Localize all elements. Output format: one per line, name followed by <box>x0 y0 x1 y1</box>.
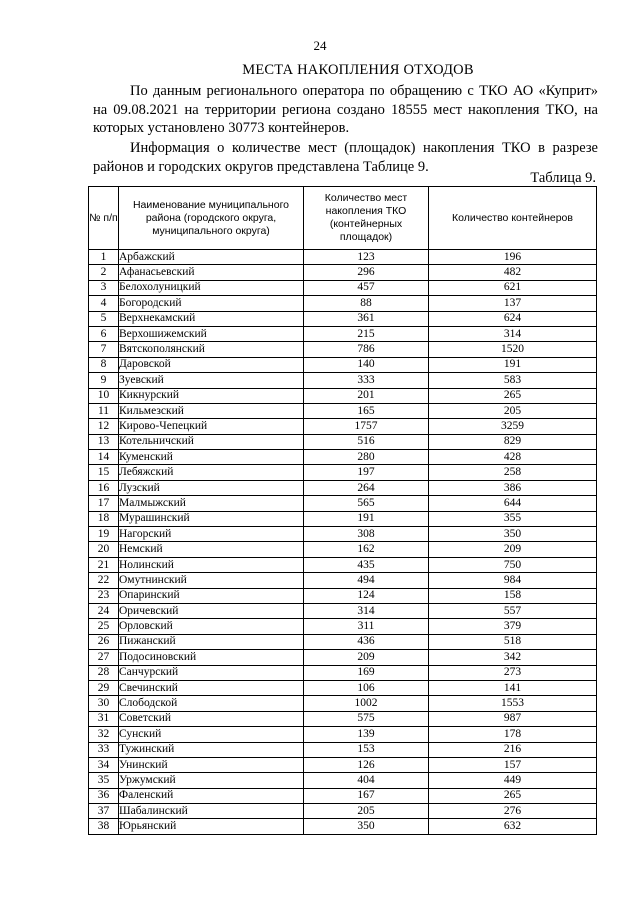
sites-count-cell: 162 <box>304 542 429 557</box>
sites-count-cell: 1002 <box>304 696 429 711</box>
containers-count-cell: 141 <box>429 680 597 695</box>
municipality-name-cell: Шабалинский <box>119 804 304 819</box>
municipality-name-cell: Зуевский <box>119 373 304 388</box>
table-row <box>89 757 597 772</box>
table-row <box>89 480 597 495</box>
municipality-name-cell: Куменский <box>119 450 304 465</box>
row-number-cell: 30 <box>89 696 119 711</box>
containers-count-cell: 178 <box>429 727 597 742</box>
table-row <box>89 527 597 542</box>
municipality-name-cell: Унинский <box>119 757 304 772</box>
sites-count-cell: 1757 <box>304 419 429 434</box>
municipality-name-cell: Афанасьевский <box>119 265 304 280</box>
header-containers-count: Количество контейнеров <box>429 187 597 250</box>
table-row <box>89 511 597 526</box>
containers-count-cell: 583 <box>429 373 597 388</box>
sites-count-cell: 165 <box>304 403 429 418</box>
sites-count-cell: 197 <box>304 465 429 480</box>
municipality-name-cell: Оричевский <box>119 603 304 618</box>
row-number-cell: 17 <box>89 496 119 511</box>
table-row <box>89 403 597 418</box>
municipality-name-cell: Подосиновский <box>119 650 304 665</box>
row-number-cell: 25 <box>89 619 119 634</box>
table-header-row <box>89 187 597 250</box>
containers-count-cell: 1520 <box>429 342 597 357</box>
row-number-cell: 10 <box>89 388 119 403</box>
row-number-cell: 15 <box>89 465 119 480</box>
row-number-cell: 2 <box>89 265 119 280</box>
row-number-cell: 37 <box>89 804 119 819</box>
containers-count-cell: 482 <box>429 265 597 280</box>
table-row <box>89 434 597 449</box>
containers-count-cell: 265 <box>429 388 597 403</box>
table-row <box>89 265 597 280</box>
containers-count-cell: 209 <box>429 542 597 557</box>
containers-count-cell: 379 <box>429 619 597 634</box>
sites-count-cell: 333 <box>304 373 429 388</box>
sites-count-cell: 88 <box>304 296 429 311</box>
municipality-name-cell: Омутнинский <box>119 573 304 588</box>
row-number-cell: 7 <box>89 342 119 357</box>
row-number-cell: 31 <box>89 711 119 726</box>
table-row <box>89 711 597 726</box>
municipality-name-cell: Арбажский <box>119 250 304 265</box>
row-number-cell: 18 <box>89 511 119 526</box>
municipality-name-cell: Верхошижемский <box>119 326 304 341</box>
sites-count-cell: 350 <box>304 819 429 834</box>
containers-count-cell: 196 <box>429 250 597 265</box>
table-row <box>89 650 597 665</box>
municipality-name-cell: Уржумский <box>119 773 304 788</box>
row-number-cell: 28 <box>89 665 119 680</box>
sites-count-cell: 494 <box>304 573 429 588</box>
table-row <box>89 496 597 511</box>
municipality-name-cell: Богородский <box>119 296 304 311</box>
table-row <box>89 788 597 803</box>
municipality-name-cell: Белохолуницкий <box>119 280 304 295</box>
containers-count-cell: 987 <box>429 711 597 726</box>
containers-count-cell: 624 <box>429 311 597 326</box>
municipality-name-cell: Вятскополянский <box>119 342 304 357</box>
table-row <box>89 619 597 634</box>
sites-count-cell: 786 <box>304 342 429 357</box>
municipality-name-cell: Лузский <box>119 480 304 495</box>
sites-count-cell: 106 <box>304 680 429 695</box>
sites-count-cell: 139 <box>304 727 429 742</box>
containers-count-cell: 191 <box>429 357 597 372</box>
table-row <box>89 326 597 341</box>
row-number-cell: 20 <box>89 542 119 557</box>
row-number-cell: 36 <box>89 788 119 803</box>
section-title: МЕСТА НАКОПЛЕНИЯ ОТХОДОВ <box>242 62 474 78</box>
containers-count-cell: 621 <box>429 280 597 295</box>
sites-count-cell: 575 <box>304 711 429 726</box>
municipality-name-cell: Кирово-Чепецкий <box>119 419 304 434</box>
table-reference-paragraph: Информация о количестве мест (площадок) накопления ТКО в разрезе районов и городских округов представлена Таблице 9. <box>93 140 598 175</box>
row-number-cell: 14 <box>89 450 119 465</box>
row-number-cell: 24 <box>89 603 119 618</box>
containers-count-cell: 984 <box>429 573 597 588</box>
row-number-cell: 13 <box>89 434 119 449</box>
containers-count-cell: 276 <box>429 804 597 819</box>
table-row <box>89 680 597 695</box>
row-number-cell: 3 <box>89 280 119 295</box>
row-number-cell: 8 <box>89 357 119 372</box>
municipality-name-cell: Малмыжский <box>119 496 304 511</box>
municipality-name-cell: Мурашинский <box>119 511 304 526</box>
containers-count-cell: 3259 <box>429 419 597 434</box>
row-number-cell: 6 <box>89 326 119 341</box>
row-number-cell: 19 <box>89 527 119 542</box>
sites-count-cell: 516 <box>304 434 429 449</box>
sites-count-cell: 264 <box>304 480 429 495</box>
row-number-cell: 29 <box>89 680 119 695</box>
sites-count-cell: 126 <box>304 757 429 772</box>
containers-count-cell: 557 <box>429 603 597 618</box>
waste-sites-table <box>88 186 597 835</box>
table-row <box>89 634 597 649</box>
table-row <box>89 373 597 388</box>
row-number-cell: 4 <box>89 296 119 311</box>
row-number-cell: 9 <box>89 373 119 388</box>
sites-count-cell: 565 <box>304 496 429 511</box>
sites-count-cell: 361 <box>304 311 429 326</box>
header-row-number: № п/п <box>89 187 119 250</box>
header-municipality: Наименование муниципального района (городского округа, муниципального округа) <box>119 187 304 250</box>
municipality-name-cell: Фаленский <box>119 788 304 803</box>
row-number-cell: 5 <box>89 311 119 326</box>
municipality-name-cell: Верхнекамский <box>119 311 304 326</box>
containers-count-cell: 644 <box>429 496 597 511</box>
table-header <box>89 187 597 250</box>
municipality-name-cell: Санчурский <box>119 665 304 680</box>
sites-count-cell: 153 <box>304 742 429 757</box>
table-row <box>89 250 597 265</box>
table-row <box>89 804 597 819</box>
header-sites-count: Количество мест накопления ТКО (контейнерных площадок) <box>304 187 429 250</box>
table-row <box>89 419 597 434</box>
containers-count-cell: 342 <box>429 650 597 665</box>
row-number-cell: 38 <box>89 819 119 834</box>
table-row <box>89 557 597 572</box>
table-row <box>89 696 597 711</box>
table-row <box>89 665 597 680</box>
table-caption: Таблица 9. <box>530 170 596 186</box>
containers-count-cell: 355 <box>429 511 597 526</box>
table-row <box>89 727 597 742</box>
municipality-name-cell: Сунский <box>119 727 304 742</box>
row-number-cell: 26 <box>89 634 119 649</box>
containers-count-cell: 1553 <box>429 696 597 711</box>
row-number-cell: 27 <box>89 650 119 665</box>
row-number-cell: 22 <box>89 573 119 588</box>
municipality-name-cell: Нолинский <box>119 557 304 572</box>
containers-count-cell: 750 <box>429 557 597 572</box>
table-row <box>89 542 597 557</box>
sites-count-cell: 215 <box>304 326 429 341</box>
sites-count-cell: 404 <box>304 773 429 788</box>
sites-count-cell: 436 <box>304 634 429 649</box>
containers-count-cell: 216 <box>429 742 597 757</box>
table-row <box>89 357 597 372</box>
municipality-name-cell: Пижанский <box>119 634 304 649</box>
page-number: 24 <box>313 38 327 53</box>
containers-count-cell: 273 <box>429 665 597 680</box>
containers-count-cell: 350 <box>429 527 597 542</box>
row-number-cell: 12 <box>89 419 119 434</box>
row-number-cell: 35 <box>89 773 119 788</box>
table-row <box>89 588 597 603</box>
containers-count-cell: 265 <box>429 788 597 803</box>
municipality-name-cell: Даровской <box>119 357 304 372</box>
row-number-cell: 34 <box>89 757 119 772</box>
containers-count-cell: 314 <box>429 326 597 341</box>
table-row <box>89 450 597 465</box>
municipality-name-cell: Юрьянский <box>119 819 304 834</box>
municipality-name-cell: Кикнурский <box>119 388 304 403</box>
sites-count-cell: 169 <box>304 665 429 680</box>
table-body <box>89 250 597 835</box>
table-row <box>89 573 597 588</box>
row-number-cell: 11 <box>89 403 119 418</box>
sites-count-cell: 314 <box>304 603 429 618</box>
containers-count-cell: 428 <box>429 450 597 465</box>
containers-count-cell: 205 <box>429 403 597 418</box>
sites-count-cell: 209 <box>304 650 429 665</box>
table-row <box>89 465 597 480</box>
sites-count-cell: 191 <box>304 511 429 526</box>
municipality-name-cell: Тужинский <box>119 742 304 757</box>
intro-paragraph: По данным регионального оператора по обращению с ТКО АО «Куприт» на 09.08.2021 на территории региона создано 18555 мест накопления ТКО, на которых установлено 30773 контейнеров. <box>93 83 598 136</box>
table-row <box>89 819 597 834</box>
table-row <box>89 342 597 357</box>
sites-count-cell: 140 <box>304 357 429 372</box>
sites-count-cell: 280 <box>304 450 429 465</box>
municipality-name-cell: Кильмезский <box>119 403 304 418</box>
sites-count-cell: 201 <box>304 388 429 403</box>
row-number-cell: 1 <box>89 250 119 265</box>
table-row <box>89 280 597 295</box>
table-row <box>89 296 597 311</box>
municipality-name-cell: Немский <box>119 542 304 557</box>
sites-count-cell: 124 <box>304 588 429 603</box>
municipality-name-cell: Опаринский <box>119 588 304 603</box>
row-number-cell: 16 <box>89 480 119 495</box>
containers-count-cell: 386 <box>429 480 597 495</box>
containers-count-cell: 632 <box>429 819 597 834</box>
sites-count-cell: 205 <box>304 804 429 819</box>
municipality-name-cell: Котельничский <box>119 434 304 449</box>
municipality-name-cell: Орловский <box>119 619 304 634</box>
containers-count-cell: 137 <box>429 296 597 311</box>
sites-count-cell: 435 <box>304 557 429 572</box>
sites-count-cell: 308 <box>304 527 429 542</box>
municipality-name-cell: Лебяжский <box>119 465 304 480</box>
sites-count-cell: 311 <box>304 619 429 634</box>
row-number-cell: 32 <box>89 727 119 742</box>
row-number-cell: 23 <box>89 588 119 603</box>
sites-count-cell: 457 <box>304 280 429 295</box>
table-row <box>89 311 597 326</box>
containers-count-cell: 158 <box>429 588 597 603</box>
municipality-name-cell: Советский <box>119 711 304 726</box>
municipality-name-cell: Свечинский <box>119 680 304 695</box>
table-row <box>89 742 597 757</box>
sites-count-cell: 296 <box>304 265 429 280</box>
sites-count-cell: 167 <box>304 788 429 803</box>
containers-count-cell: 157 <box>429 757 597 772</box>
row-number-cell: 33 <box>89 742 119 757</box>
containers-count-cell: 829 <box>429 434 597 449</box>
table-row <box>89 773 597 788</box>
municipality-name-cell: Нагорский <box>119 527 304 542</box>
table-row <box>89 388 597 403</box>
containers-count-cell: 449 <box>429 773 597 788</box>
containers-count-cell: 518 <box>429 634 597 649</box>
municipality-name-cell: Слободской <box>119 696 304 711</box>
table-row <box>89 603 597 618</box>
containers-count-cell: 258 <box>429 465 597 480</box>
row-number-cell: 21 <box>89 557 119 572</box>
sites-count-cell: 123 <box>304 250 429 265</box>
